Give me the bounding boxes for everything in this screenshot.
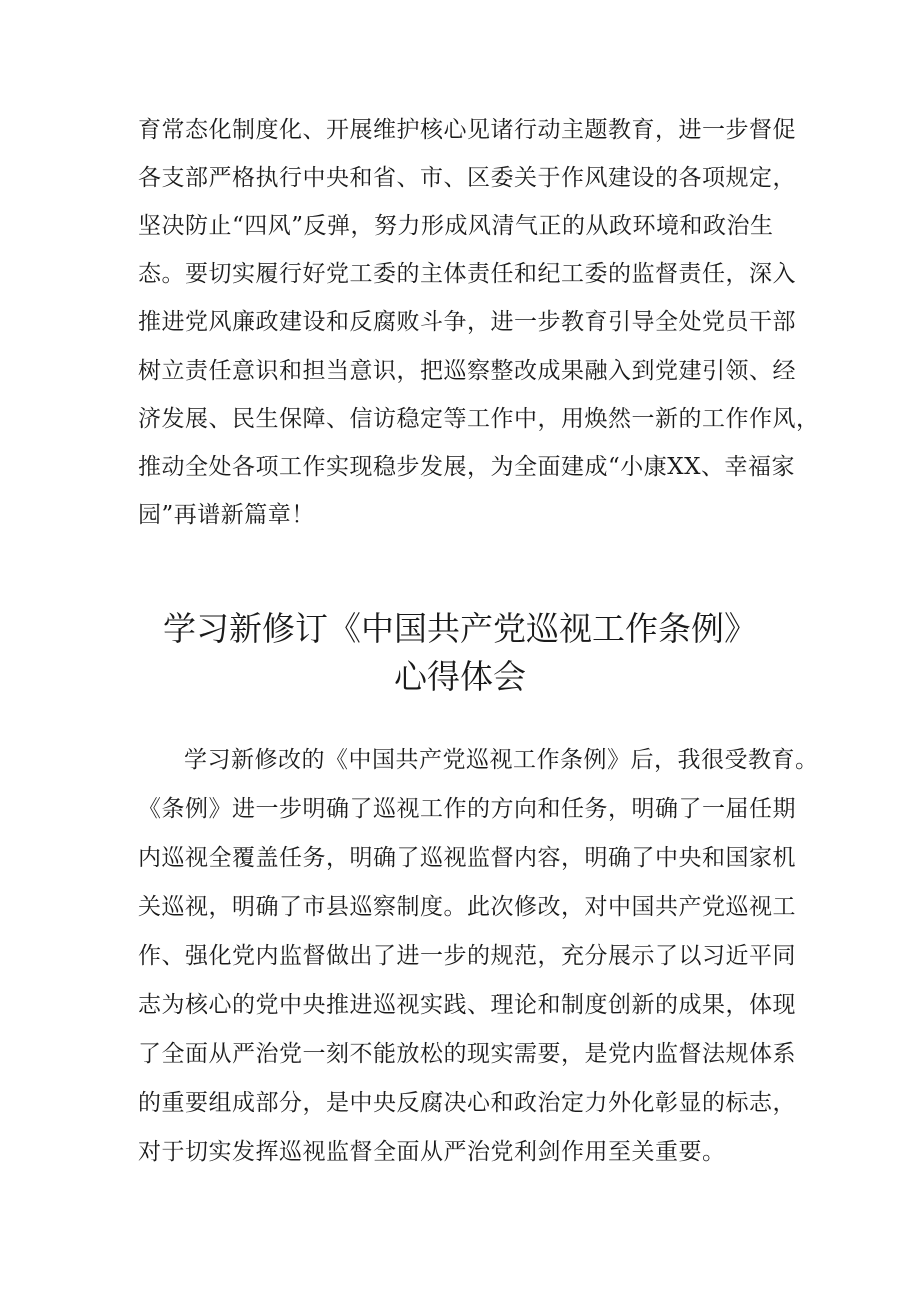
text-line: 济发展、民生保障、信访稳定等工作中，用焕然一新的工作作风， xyxy=(138,406,820,432)
text-line: 了全面从严治党一刻不能放松的现实需要，是党内监督法规体系 xyxy=(138,1041,796,1067)
text-line: 态。要切实履行好党工委的主体责任和纪工委的监督责任，深入 xyxy=(138,261,796,287)
text-line: 对于切实发挥巡视监督全面从严治党利剑作用至关重要。 xyxy=(138,1139,726,1165)
text-line: 各支部严格执行中央和省、市、区委关于作风建设的各项规定， xyxy=(138,165,796,191)
title-line-2: 心得体会 xyxy=(394,657,526,696)
text-line: 关巡视，明确了市县巡察制度。此次修改，对中国共产党巡视工 xyxy=(138,894,796,920)
text-line: 园”再谱新篇章！ xyxy=(138,502,315,528)
text-line: 内巡视全覆盖任务，明确了巡视监督内容，明确了中央和国家机 xyxy=(138,845,796,871)
text-line: 学习新修改的《中国共产党巡视工作条例》后，我很受教育。 xyxy=(184,747,819,773)
text-line: 坚决防止“四风”反弹，努力形成风清气正的从政环境和政治生 xyxy=(138,213,774,239)
text-line: 作、强化党内监督做出了进一步的规范，充分展示了以习近平同 xyxy=(138,943,796,969)
text-line: 志为核心的党中央推进巡视实践、理论和制度创新的成果，体现 xyxy=(138,992,796,1018)
text-line: 的重要组成部分，是中央反腐决心和政治定力外化彰显的标志， xyxy=(138,1090,796,1116)
text-line: 《条例》进一步明确了巡视工作的方向和任务，明确了一届任期 xyxy=(138,796,796,822)
text-line: 育常态化制度化、开展维护核心见诸行动主题教育，进一步督促 xyxy=(138,117,796,143)
text-line: 推动全处各项工作实现稳步发展，为全面建成“小康XX、幸福家 xyxy=(138,454,796,480)
text-line: 树立责任意识和担当意识，把巡察整改成果融入到党建引领、经 xyxy=(138,358,796,384)
text-line: 推进党风廉政建设和反腐败斗争，进一步教育引导全处党员干部 xyxy=(138,309,796,335)
title-line-1: 学习新修订《中国共产党巡视工作条例》 xyxy=(163,609,757,648)
